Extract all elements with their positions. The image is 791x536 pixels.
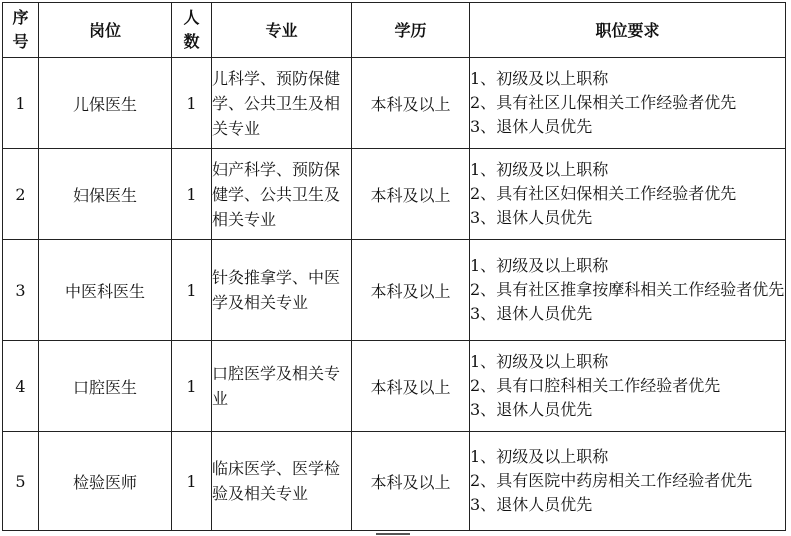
requirement-item bbox=[470, 254, 785, 278]
requirement-text: 初级及以上职称 bbox=[496, 160, 609, 179]
table-row bbox=[3, 149, 786, 240]
requirement-index: 2、 bbox=[470, 184, 497, 203]
cell-major: 临床医学、医学检验及相关专业 bbox=[212, 432, 352, 531]
requirement-index: 3、 bbox=[470, 117, 497, 136]
requirement-item bbox=[470, 350, 785, 374]
cell-edu: 本科及以上 bbox=[352, 58, 470, 149]
cell-num: 2 bbox=[3, 149, 39, 240]
requirement-index: 2、 bbox=[470, 280, 497, 299]
requirement-text: 具有社区儿保相关工作经验者优先 bbox=[496, 93, 737, 112]
requirement-text: 初级及以上职称 bbox=[496, 352, 609, 371]
requirement-item bbox=[470, 158, 785, 182]
requirement-text: 具有社区推拿按摩科相关工作经验者优先 bbox=[496, 280, 785, 299]
table-row bbox=[3, 341, 786, 432]
cell-num: 3 bbox=[3, 240, 39, 341]
cell-count: 1 bbox=[172, 149, 212, 240]
requirement-item bbox=[470, 374, 785, 398]
requirement-text: 具有社区妇保相关工作经验者优先 bbox=[496, 184, 737, 203]
requirement-index: 1、 bbox=[470, 447, 497, 466]
cell-num: 4 bbox=[3, 341, 39, 432]
cell-post: 妇保医生 bbox=[39, 149, 172, 240]
header-req: 职位要求 bbox=[470, 3, 786, 58]
cell-edu: 本科及以上 bbox=[352, 149, 470, 240]
requirement-index: 1、 bbox=[470, 160, 497, 179]
cell-count: 1 bbox=[172, 341, 212, 432]
table-row bbox=[3, 58, 786, 149]
header-count: 人数 bbox=[172, 3, 212, 58]
requirement-index: 1、 bbox=[470, 256, 497, 275]
requirement-text: 具有口腔科相关工作经验者优先 bbox=[496, 376, 721, 395]
cell-edu: 本科及以上 bbox=[352, 240, 470, 341]
header-edu: 学历 bbox=[352, 3, 470, 58]
requirement-item bbox=[470, 67, 785, 91]
cell-count: 1 bbox=[172, 432, 212, 531]
requirement-text: 初级及以上职称 bbox=[496, 256, 609, 275]
cell-num: 5 bbox=[3, 432, 39, 531]
cell-post: 儿保医生 bbox=[39, 58, 172, 149]
requirement-item bbox=[470, 445, 785, 469]
header-major: 专业 bbox=[212, 3, 352, 58]
requirement-index: 3、 bbox=[470, 495, 497, 514]
requirement-item bbox=[470, 206, 785, 230]
cell-major: 口腔医学及相关专业 bbox=[212, 341, 352, 432]
requirement-index: 1、 bbox=[470, 69, 497, 88]
table-row bbox=[3, 432, 786, 531]
cell-requirements bbox=[470, 58, 786, 149]
requirement-index: 3、 bbox=[470, 400, 497, 419]
page-edge-mark bbox=[376, 533, 410, 535]
cell-major: 针灸推拿学、中医学及相关专业 bbox=[212, 240, 352, 341]
cell-requirements bbox=[470, 432, 786, 531]
cell-post: 检验医师 bbox=[39, 432, 172, 531]
recruitment-table bbox=[2, 2, 786, 531]
cell-count: 1 bbox=[172, 240, 212, 341]
cell-num: 1 bbox=[3, 58, 39, 149]
cell-requirements bbox=[470, 240, 786, 341]
cell-major: 儿科学、预防保健学、公共卫生及相关专业 bbox=[212, 58, 352, 149]
requirement-text: 退休人员优先 bbox=[496, 304, 593, 323]
cell-post: 口腔医生 bbox=[39, 341, 172, 432]
requirement-text: 退休人员优先 bbox=[496, 208, 593, 227]
cell-post: 中医科医生 bbox=[39, 240, 172, 341]
requirement-index: 1、 bbox=[470, 352, 497, 371]
requirement-item bbox=[470, 91, 785, 115]
requirement-index: 2、 bbox=[470, 471, 497, 490]
requirement-index: 3、 bbox=[470, 208, 497, 227]
requirement-item bbox=[470, 469, 785, 493]
cell-edu: 本科及以上 bbox=[352, 432, 470, 531]
requirement-text: 初级及以上职称 bbox=[496, 447, 609, 466]
cell-edu: 本科及以上 bbox=[352, 341, 470, 432]
requirement-item bbox=[470, 302, 785, 326]
cell-count: 1 bbox=[172, 58, 212, 149]
header-num: 序号 bbox=[3, 3, 39, 58]
requirement-text: 具有医院中药房相关工作经验者优先 bbox=[496, 471, 753, 490]
requirement-item bbox=[470, 493, 785, 517]
requirement-item bbox=[470, 115, 785, 139]
cell-major: 妇产科学、预防保健学、公共卫生及相关专业 bbox=[212, 149, 352, 240]
requirement-item bbox=[470, 182, 785, 206]
requirement-item bbox=[470, 398, 785, 422]
cell-requirements bbox=[470, 149, 786, 240]
requirement-index: 3、 bbox=[470, 304, 497, 323]
requirement-index: 2、 bbox=[470, 93, 497, 112]
requirement-index: 2、 bbox=[470, 376, 497, 395]
requirement-text: 退休人员优先 bbox=[496, 495, 593, 514]
header-post: 岗位 bbox=[39, 3, 172, 58]
requirement-text: 初级及以上职称 bbox=[496, 69, 609, 88]
requirement-text: 退休人员优先 bbox=[496, 117, 593, 136]
header-row bbox=[3, 3, 786, 58]
table-row bbox=[3, 240, 786, 341]
requirement-text: 退休人员优先 bbox=[496, 400, 593, 419]
cell-requirements bbox=[470, 341, 786, 432]
requirement-item bbox=[470, 278, 785, 302]
